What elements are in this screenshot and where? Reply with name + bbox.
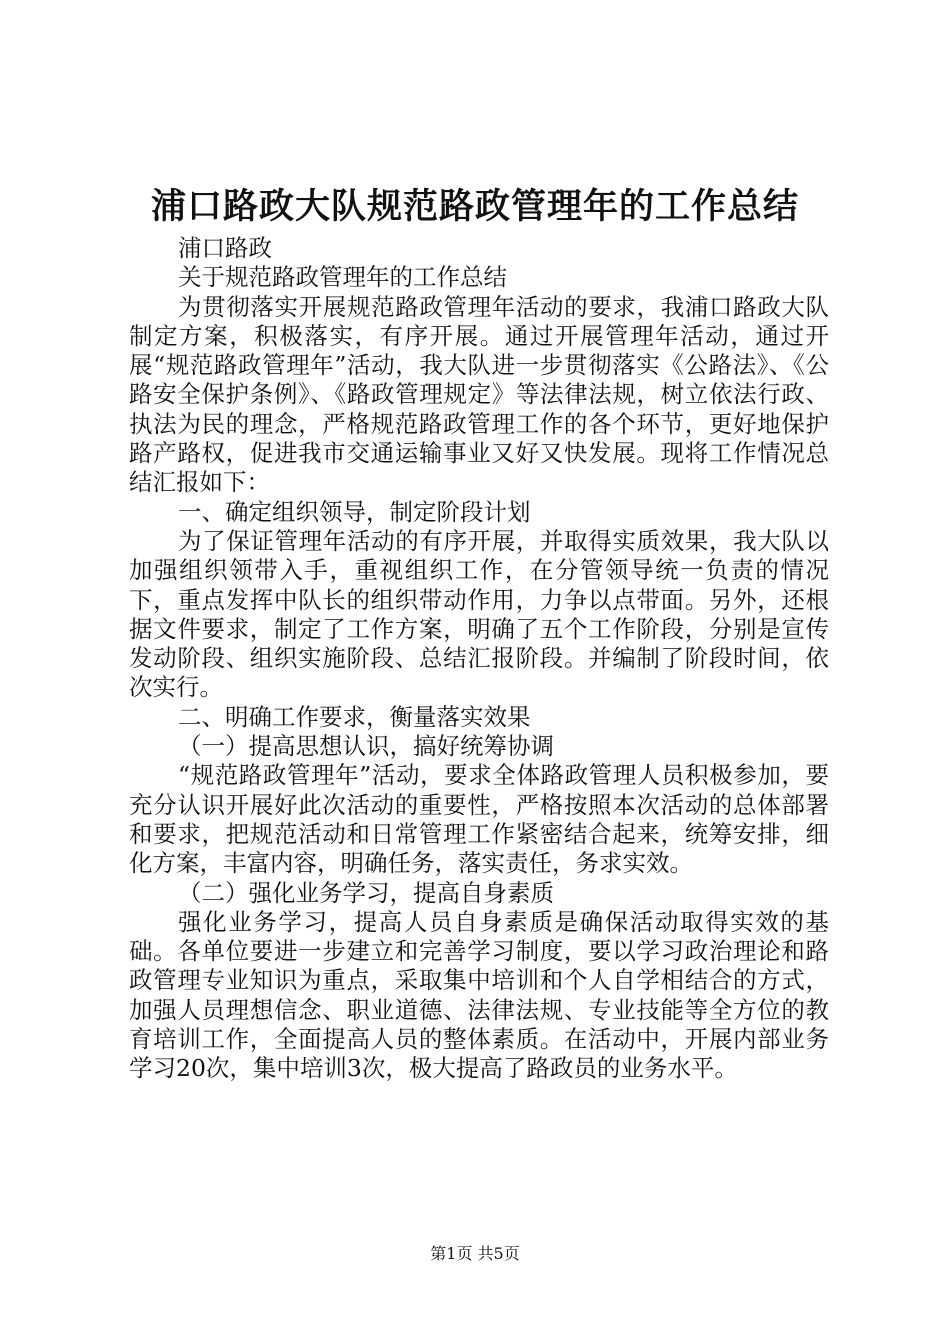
paragraph-subsection-2: 强化业务学习，提高人员自身素质是确保活动取得实效的基础。各单位要进一步建立和完善学习制度，要以学习政治理论和路政管理专业知识为重点，采取集中培训和个人自学相结合的方式，加强人员理想信念、职业道德、法律法规、专业技能等全方位的教育培训工作，全面提高人员的整体素质。在活动中，开展内部业务学习20次，集中培训3次，极大提高了路政员的业务水平。: [129, 907, 829, 1083]
section-heading-2: 二、明确工作要求，衡量落实效果: [178, 702, 531, 731]
paragraph-introduction: 为贯彻落实开展规范路政管理年活动的要求，我浦口路政大队制定方案，积极落实，有序开展。通过开展管理年活动，通过开展“规范路政管理年”活动，我大队进一步贯彻落实《公路法》、《公路安全保护条例》、《路政管理规定》等法律法规，树立依法行政、执法为民的理念，严格规范路政管理工作的各个环节，更好地保护路产路权，促进我市交通运输事业又好又快发展。现将工作情况总结汇报如下：: [129, 292, 829, 497]
subsection-heading-2: （二）强化业务学习，提高自身素质: [178, 878, 554, 907]
section-heading-1: 一、确定组织领导，制定阶段计划: [178, 497, 531, 526]
paragraph-section-1: 为了保证管理年活动的有序开展，并取得实质效果，我大队以加强组织领带入手，重视组织工作，在分管领导统一负责的情况下，重点发挥中队长的组织带动作用，力争以点带面。另外，还根据文件要求，制定了工作方案，明确了五个工作阶段，分别是宣传发动阶段、组织实施阶段、总结汇报阶段。并编制了阶段时间，依次实行。: [129, 526, 829, 702]
subsection-heading-1: （一）提高思想认识，搞好统筹协调: [178, 732, 554, 761]
paragraph-organization: 浦口路政: [178, 234, 272, 262]
page-footer: [0, 1243, 950, 1265]
document-title: 浦口路政大队规范路政管理年的工作总结: [150, 186, 799, 227]
document-body: [129, 234, 829, 1084]
paragraph-subtitle: 关于规范路政管理年的工作总结: [178, 263, 507, 292]
paragraph-subsection-1: “规范路政管理年”活动，要求全体路政管理人员积极参加，要充分认识开展好此次活动的重要性，严格按照本次活动的总体部署和要求，把规范活动和日常管理工作紧密结合起来，统筹安排，细化方案，丰富内容，明确任务，落实责任，务求实效。: [129, 761, 829, 878]
page-number-label: 第1页 共5页: [430, 1244, 520, 1263]
